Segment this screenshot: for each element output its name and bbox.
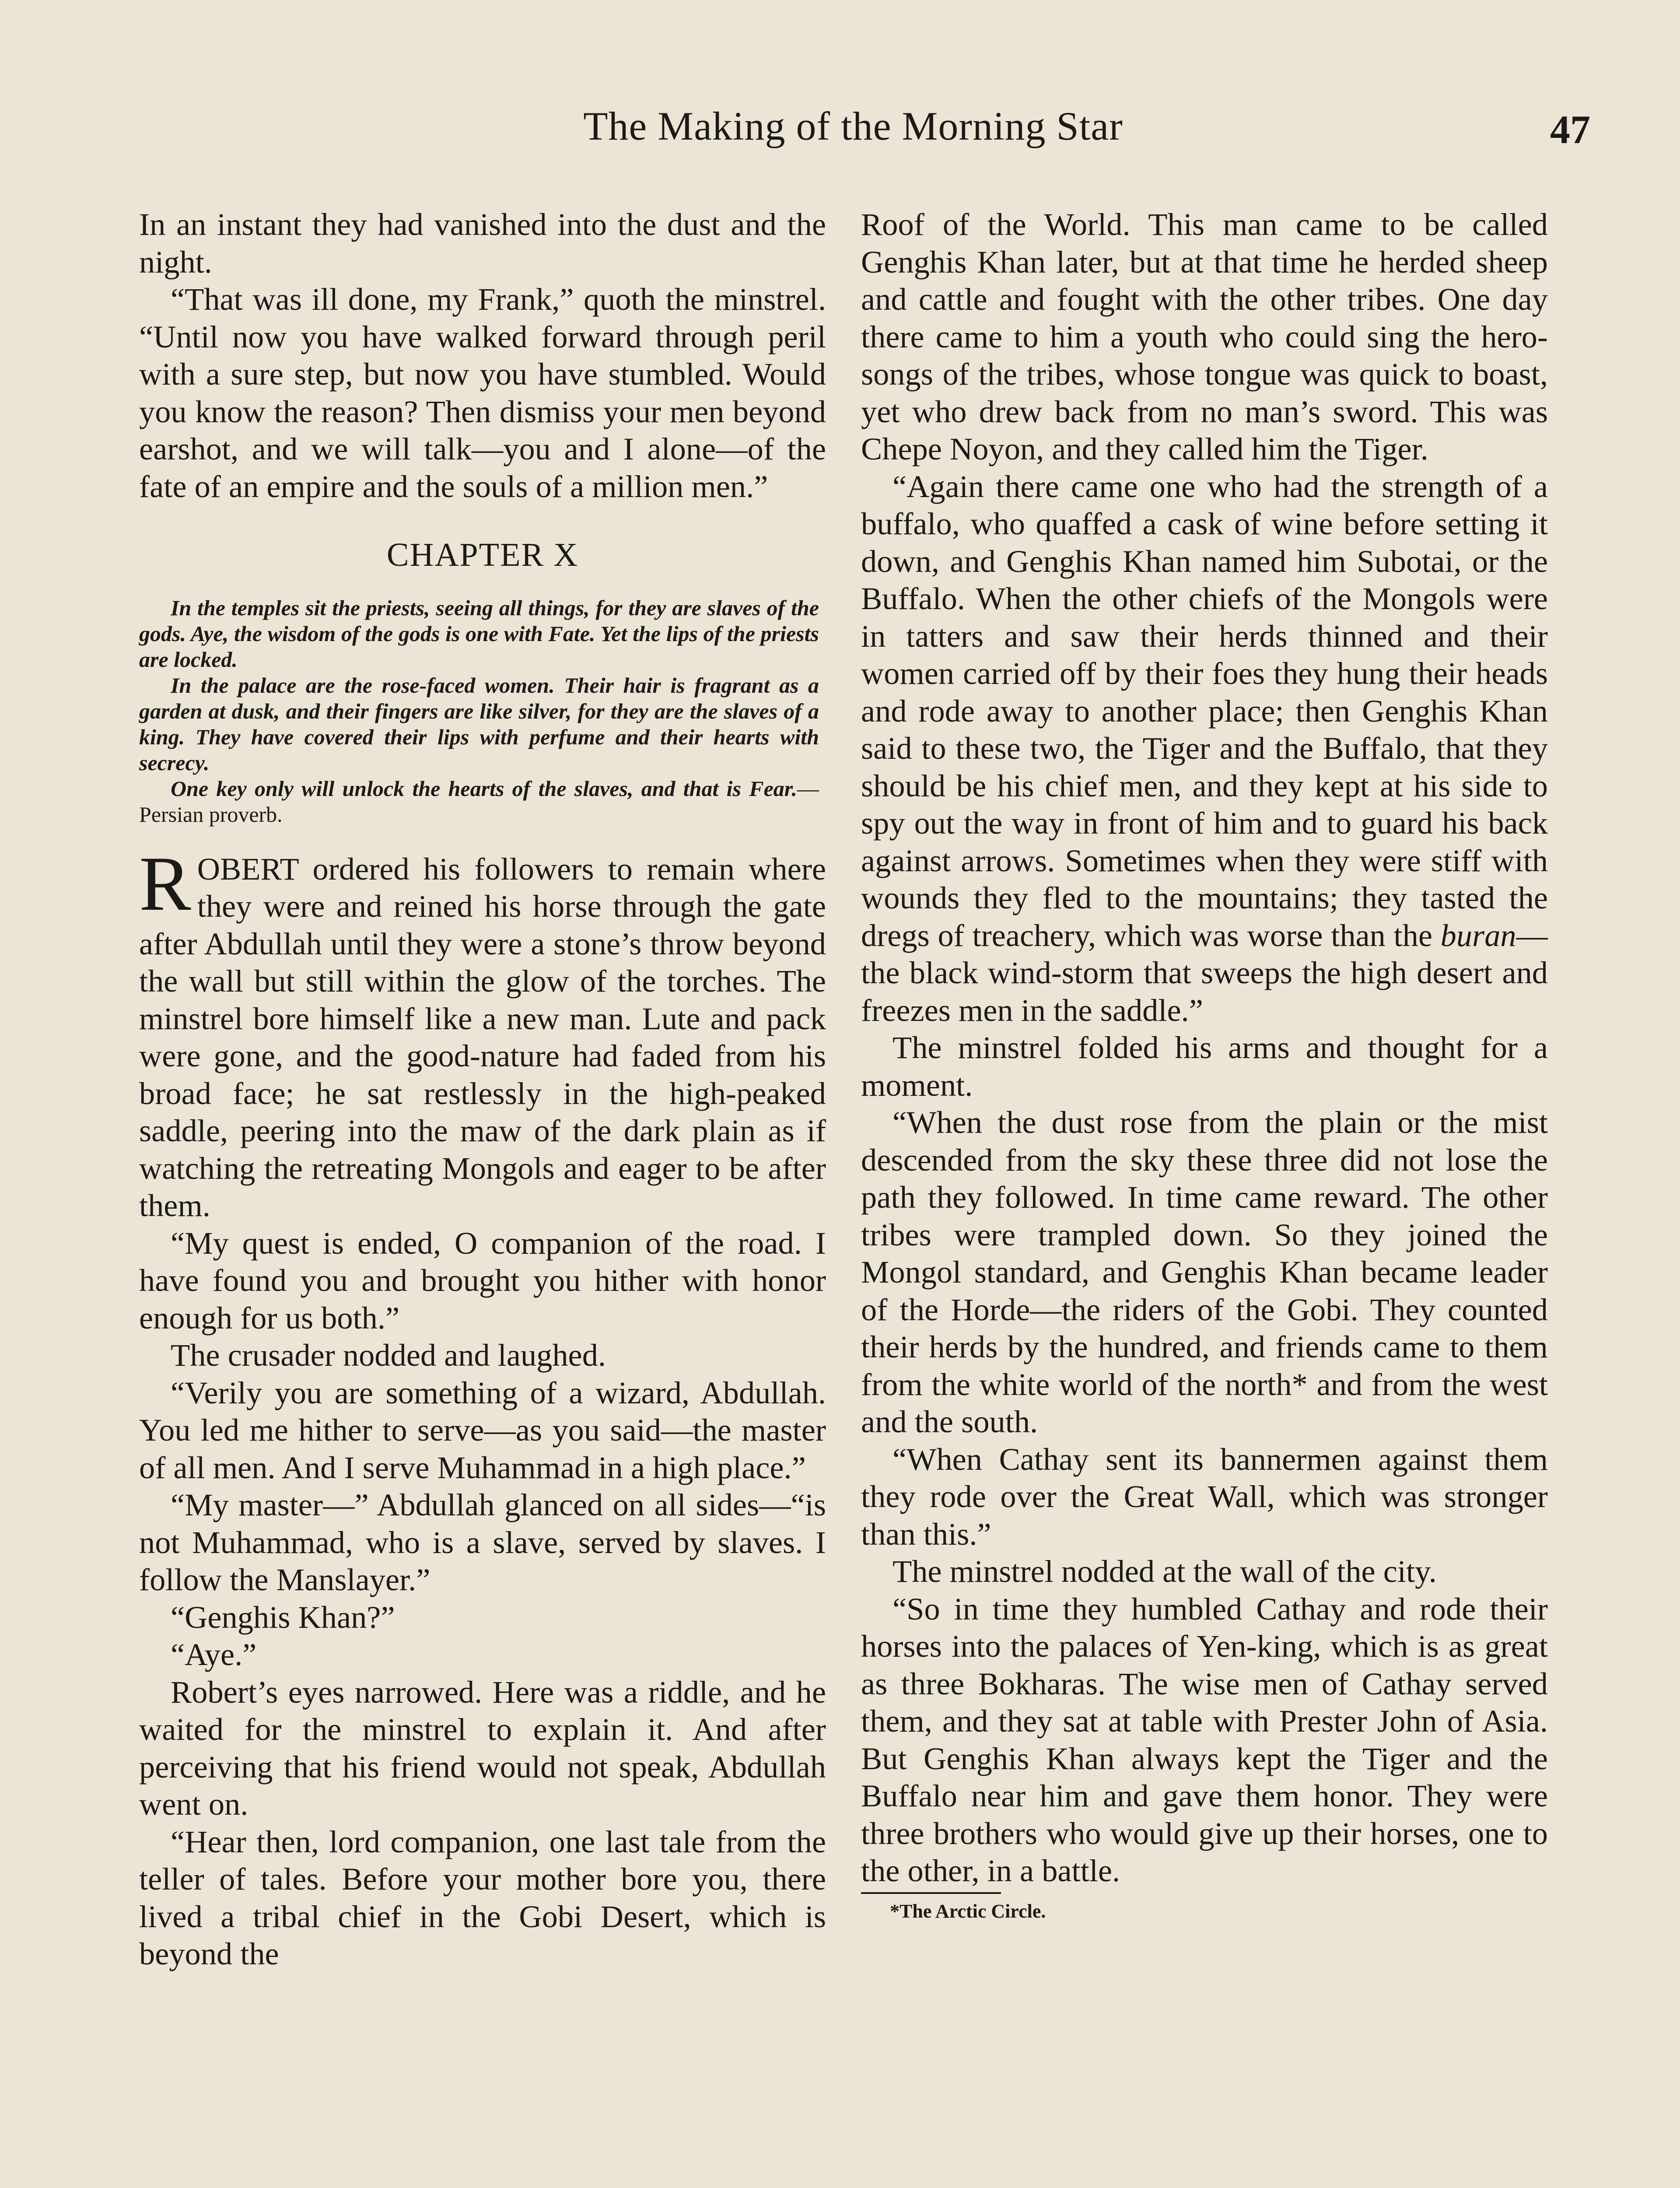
paragraph-opening — [139, 840, 826, 1224]
drop-cap: R — [139, 840, 191, 927]
paragraph: “Hear then, lord companion, one last tale from the teller of tales. Before your mother bore you, there lived a tribal chief in the Gobi Desert, which is beyond the — [139, 1823, 826, 1971]
running-title: The Making of the Morning Star — [583, 104, 1123, 148]
paragraph: The minstrel nodded at the wall of the city. — [892, 1553, 1437, 1589]
paragraph: In an instant they had vanished into the dust and the night. — [139, 207, 826, 280]
italic-term: buran — [1440, 917, 1516, 953]
epigraph-attribution: —Persian proverb. — [139, 776, 819, 827]
paragraph: “My quest is ended, O companion of the road. I have found you and brought you hither with honor enough for us both.” — [139, 1225, 826, 1336]
paragraph-text: “Again there came one who had the strength of a buffalo, who quaffed a cask of wine before setting it down, and Genghis Khan named him Subotai, or the Buffalo. When the other chiefs of the Mongols were in tatters and saw their herds thinned and their women carried off by their foes they hung their heads and rode away to another place; then Genghis Khan said to these two, the Tiger and the Buffalo, that they should be his chief men, and they kept at his side to spy out the way in front of him and to guard his back against arrows. Sometimes when they were stiff with wounds they fled to the mountains; they tasted the dregs of treachery, which was worse than the — [861, 468, 1548, 953]
epigraph-last-line: One key only will unlock the hearts of the slaves, and that is Fear. — [171, 776, 797, 801]
paragraph: “My master—” Abdullah glanced on all sides—“is not Muhammad, who is a slave, served by slaves. I follow the Manslayer.” — [139, 1487, 826, 1597]
footnote-divider — [861, 1892, 1001, 1894]
paragraph — [861, 468, 1548, 1029]
page-header — [0, 103, 1680, 164]
paragraph: “Verily you are something of a wizard, Abdullah. You led me hither to serve—as you said—the master of all men. And I serve Muhammad in a high place.” — [139, 1375, 826, 1485]
right-column — [861, 206, 1548, 1925]
paragraph: The minstrel folded his arms and thought for a moment. — [861, 1030, 1548, 1103]
paragraph: Robert’s eyes narrowed. Here was a riddle, and he waited for the minstrel to explain it. And after perceiving that his friend would not speak, Abdullah went on. — [139, 1674, 826, 1822]
left-column — [139, 206, 826, 1973]
chapter-heading: CHAPTER X — [386, 536, 579, 573]
paragraph: Roof of the World. This man came to be called Genghis Khan later, but at that time he herded sheep and cattle and fought with the other tribes. One day there came to him a youth who could sing the hero-songs of the tribes, whose tongue was quick to boast, yet who drew back from no man’s sword. This was Chepe Noyon, and they called him the Tiger. — [861, 207, 1548, 466]
epigraph — [139, 595, 826, 828]
paragraph: “When the dust rose from the plain or the mist descended from the sky these three did not lose the path they followed. In time came reward. The other tribes were trampled down. So they joined the Mongol standard, and Genghis Khan became leader of the Horde—the riders of the Gobi. They counted their herds by the hundred, and friends came to them from the white world of the north* and from the west and the south. — [861, 1105, 1548, 1439]
paragraph: “So in time they humbled Cathay and rode their horses into the palaces of Yen-king, which is as great as three Bokharas. The wise men of Cathay served them, and they sat at table with Prester John of Asia. But Genghis Khan always kept the Tiger and the Buffalo near him and gave them honor. They were three brothers who would give up their horses, one to the other, in a battle. — [861, 1591, 1548, 1888]
epigraph-line: In the temples sit the priests, seeing all things, for they are slaves of the gods. Aye, the wisdom of the gods is one with Fate. Yet the lips of the priests are locked. — [139, 595, 819, 672]
epigraph-line: In the palace are the rose-faced women. Their hair is fragrant as a garden at dusk, and their fingers are like silver, for they are the slaves of a king. They have covered their lips with perfume and their hearts with secrecy. — [139, 673, 819, 775]
paragraph: “Aye.” — [171, 1637, 257, 1672]
paragraph: “Genghis Khan?” — [171, 1599, 395, 1635]
paragraph: “When Cathay sent its bannermen against them they rode over the Great Wall, which was stronger than this.” — [861, 1441, 1548, 1552]
epigraph-line — [139, 776, 819, 828]
paragraph: The crusader nodded and laughed. — [171, 1337, 606, 1373]
paragraph-text: —the black wind-storm that sweeps the high desert and freezes men in the saddle.” — [861, 917, 1548, 1028]
paragraph-text: OBERT ordered his followers to remain where they were and reined his horse through the gate after Abdullah until they were a stone’s throw beyond the wall but still within the glow of the torches. The minstrel bore himself like a new man. Lute and pack were gone, and the good-nature had faded from his broad face; he sat restlessly in the high-peaked saddle, peering into the maw of the dark plain as if watching the retreating Mongols and eager to be after them. — [139, 851, 826, 1223]
page-number: 47 — [1550, 107, 1590, 152]
paragraph: “That was ill done, my Frank,” quoth the minstrel. “Until now you have walked forward through peril with a sure step, but now you have stumbled. Would you know the reason? Then dismiss your men beyond earshot, and we will talk—you and I alone—of the fate of an empire and the souls of a million men.” — [139, 281, 826, 504]
footnote: *The Arctic Circle. — [890, 1900, 1046, 1922]
